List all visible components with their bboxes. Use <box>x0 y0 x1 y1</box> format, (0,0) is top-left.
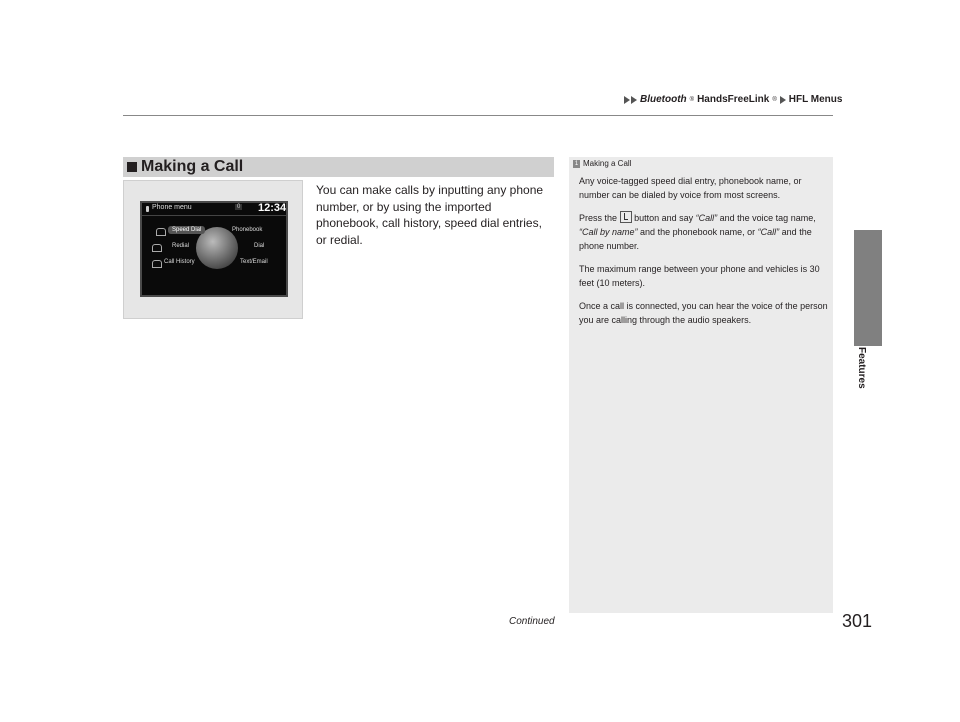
note-heading <box>573 159 631 168</box>
menu-item-phonebook: Phonebook <box>232 227 263 233</box>
section-body-text: You can make calls by inputting any phone number, or by using the imported phonebook, call history, speed dial entries, or redial. <box>316 183 544 247</box>
screen-menu-title: Phone menu <box>152 204 192 211</box>
microphone-icon <box>146 206 149 212</box>
section-heading-bar <box>123 157 554 177</box>
section-square-icon <box>127 162 137 172</box>
screen-header <box>142 203 286 216</box>
call-history-icon <box>152 260 162 268</box>
chapter-tab <box>854 230 882 346</box>
note-paragraph: Once a call is connected, you can hear the voice of the person you are calling through the audio speakers. <box>579 301 828 325</box>
menu-item-text-email: Text/Email <box>240 259 268 265</box>
note-number-badge: 1 <box>574 160 579 167</box>
talk-button-icon <box>620 211 632 223</box>
breadcrumb-hfl-menus: HFL Menus <box>788 94 843 105</box>
continued-label: Continued <box>509 616 555 627</box>
menu-item-dial: Dial <box>254 243 265 249</box>
display-screen <box>140 201 288 297</box>
note-paragraph: Any voice-tagged speed dial entry, phonebook name, or number can be dialed by voice from most screens. <box>579 176 802 200</box>
breadcrumb-arrow-icon <box>624 96 637 104</box>
breadcrumb-bluetooth: Bluetooth <box>640 94 687 105</box>
note-sidebar <box>569 157 833 613</box>
note-body <box>579 174 829 336</box>
menu-item-call-history: Call History <box>164 259 195 265</box>
section-title: Making a Call <box>141 158 244 175</box>
breadcrumb: Bluetooth ® HandsFreeLink ® HFL Menus <box>624 94 842 105</box>
phone-menu-screen-image <box>123 180 303 319</box>
note-title: Making a Call <box>583 159 632 168</box>
menu-item-redial: Redial <box>172 243 190 249</box>
screen-clock: 12:34 <box>258 202 287 214</box>
page-number: 301 <box>842 611 873 631</box>
chapter-label: Features <box>856 347 867 389</box>
status-indicator: 0 <box>237 204 241 210</box>
header-divider <box>123 115 833 116</box>
note-paragraph: Press the button and say “Call” and the voice tag name, “Call by name” and the phonebook name, or “Call” and the phone number. <box>579 213 816 251</box>
phone-icon <box>156 228 166 236</box>
note-paragraph: The maximum range between your phone and vehicles is 30 feet (10 meters). <box>579 264 820 288</box>
menu-item-speed-dial: Speed Dial <box>168 226 205 234</box>
breadcrumb-arrow-icon <box>780 96 786 104</box>
redial-icon <box>152 244 162 252</box>
breadcrumb-handsfreelink: HandsFreeLink <box>697 94 770 105</box>
